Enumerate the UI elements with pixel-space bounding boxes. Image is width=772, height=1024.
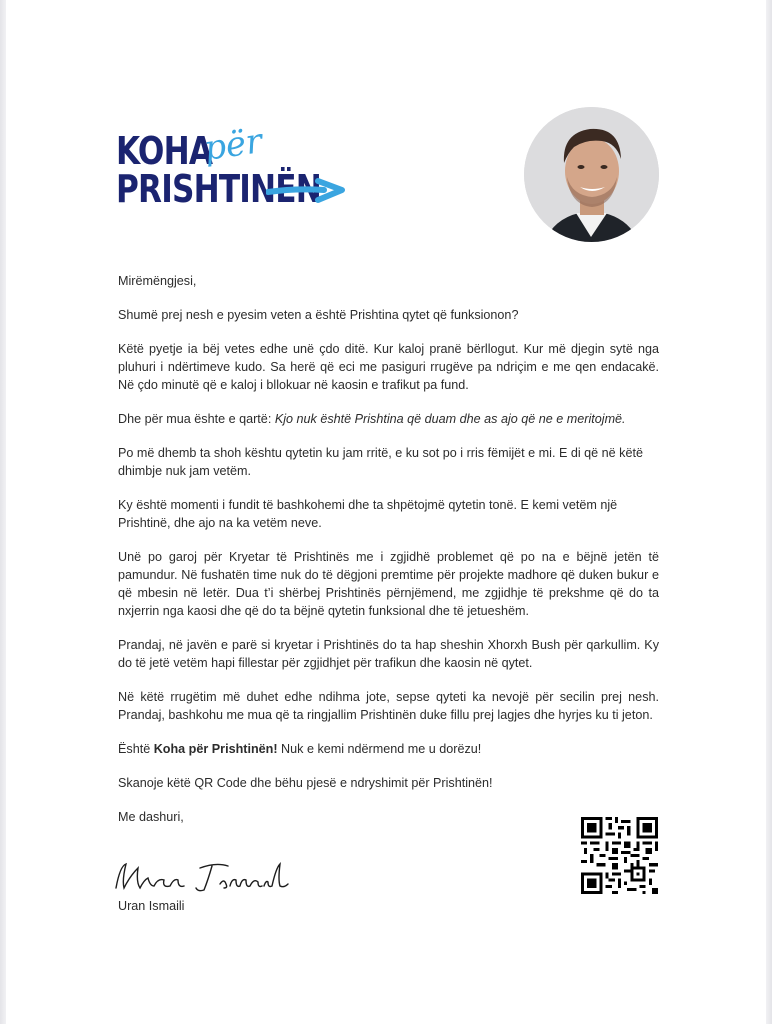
paragraph-first-week: Prandaj, në javën e parë si kryetar i Prishtinës do ta hap sheshin Xhorxh Bush për qarkullim. Ky do të jetë vetëm hapi fillestar për zgjidhjet për trafikun dhe kaosin në qytet. bbox=[118, 638, 659, 670]
logo-word-prishtinen: PRISHTINËN bbox=[116, 167, 322, 211]
paragraph-help: Në këtë rrugëtim më duhet edhe ndihma jote, sepse qyteti ka nevojë për secilin prej nesh. Prandaj, bashkohu me mua që ta ringjallim Prishtinën duke fillu prej lagjes dhe hyrjes ku ti jeton. bbox=[118, 690, 659, 722]
candidate-portrait bbox=[524, 107, 659, 242]
paragraph-candidacy: Unë po garoj për Kryetar të Prishtinës me i zgjidhë problemet që po na e bëjnë jetën të pamundur. Në fushatën time nuk do të dëgjoni premtime për projekte madhore që duken bukur e që mbesin në letër. Dua t’i shërbej Prishtinës përnjëmend, me zgjidhje të prekshme që do ta nxjerrin nga kaosi dhe që do ta bëjnë qytetin funksional dhe të jetueshëm. bbox=[118, 550, 659, 618]
portrait-image-icon bbox=[524, 107, 659, 242]
paragraph-slogan bbox=[118, 740, 659, 758]
greeting: Mirëmëngjesi, bbox=[118, 274, 197, 288]
logo-word-per: për bbox=[201, 121, 265, 169]
page-edge-right bbox=[766, 0, 772, 1024]
clear-italic: Kjo nuk është Prishtina që duam dhe as ajo që ne e meritojmë. bbox=[274, 412, 626, 426]
paragraph-qr-call: Skanoje këtë QR Code dhe bëhu pjesë e ndryshimit për Prishtinën! bbox=[118, 776, 493, 790]
paragraph-clear-statement bbox=[118, 410, 659, 428]
paragraph-daily-problems: Këtë pyetje ia bëj vetes edhe unë çdo ditë. Kur kaloj pranë bërllogut. Kur më djegin sytë nga pluhuri i ndërtimeve kudo. Sa herë që eci me pasiguri rrugëve pa ndriçim e me qen endacakë. Në çdo minutë që e kaloj i bllokuar në kaosin e trafikut pa fund. bbox=[118, 342, 659, 392]
logo-word-koha: KOHA bbox=[116, 129, 213, 173]
signer-name: Uran Ismaili bbox=[118, 899, 185, 913]
clear-intro: Dhe për mua ështe e qartë: bbox=[118, 412, 275, 426]
slogan-pre: Është bbox=[118, 742, 154, 756]
slogan-bold: Koha për Prishtinën! bbox=[153, 742, 278, 756]
arrow-right-icon bbox=[266, 178, 346, 204]
handwritten-signature bbox=[112, 858, 292, 896]
slogan-post: Nuk e kemi ndërmend me u dorëzu! bbox=[277, 742, 482, 756]
paragraph-question: Shumë prej nesh e pyesim veten a është Prishtina qytet që funksionon? bbox=[118, 308, 519, 322]
letter-body bbox=[118, 272, 659, 842]
paragraph-moment: Ky është momenti i fundit të bashkohemi dhe ta shpëtojmë qytetin tonë. E kemi vetëm një Prishtinë, dhe ajo na ka vetëm neve. bbox=[118, 498, 618, 530]
qr-code-icon[interactable] bbox=[581, 817, 658, 894]
page-edge-left bbox=[0, 0, 6, 1024]
campaign-logo bbox=[116, 121, 346, 217]
closing: Me dashuri, bbox=[118, 810, 184, 824]
paragraph-pain: Po më dhemb ta shoh kështu qytetin ku jam rritë, e ku sot po i rris fëmijët e mi. E di që në këtë dhimbje nuk jam vetëm. bbox=[118, 446, 643, 478]
